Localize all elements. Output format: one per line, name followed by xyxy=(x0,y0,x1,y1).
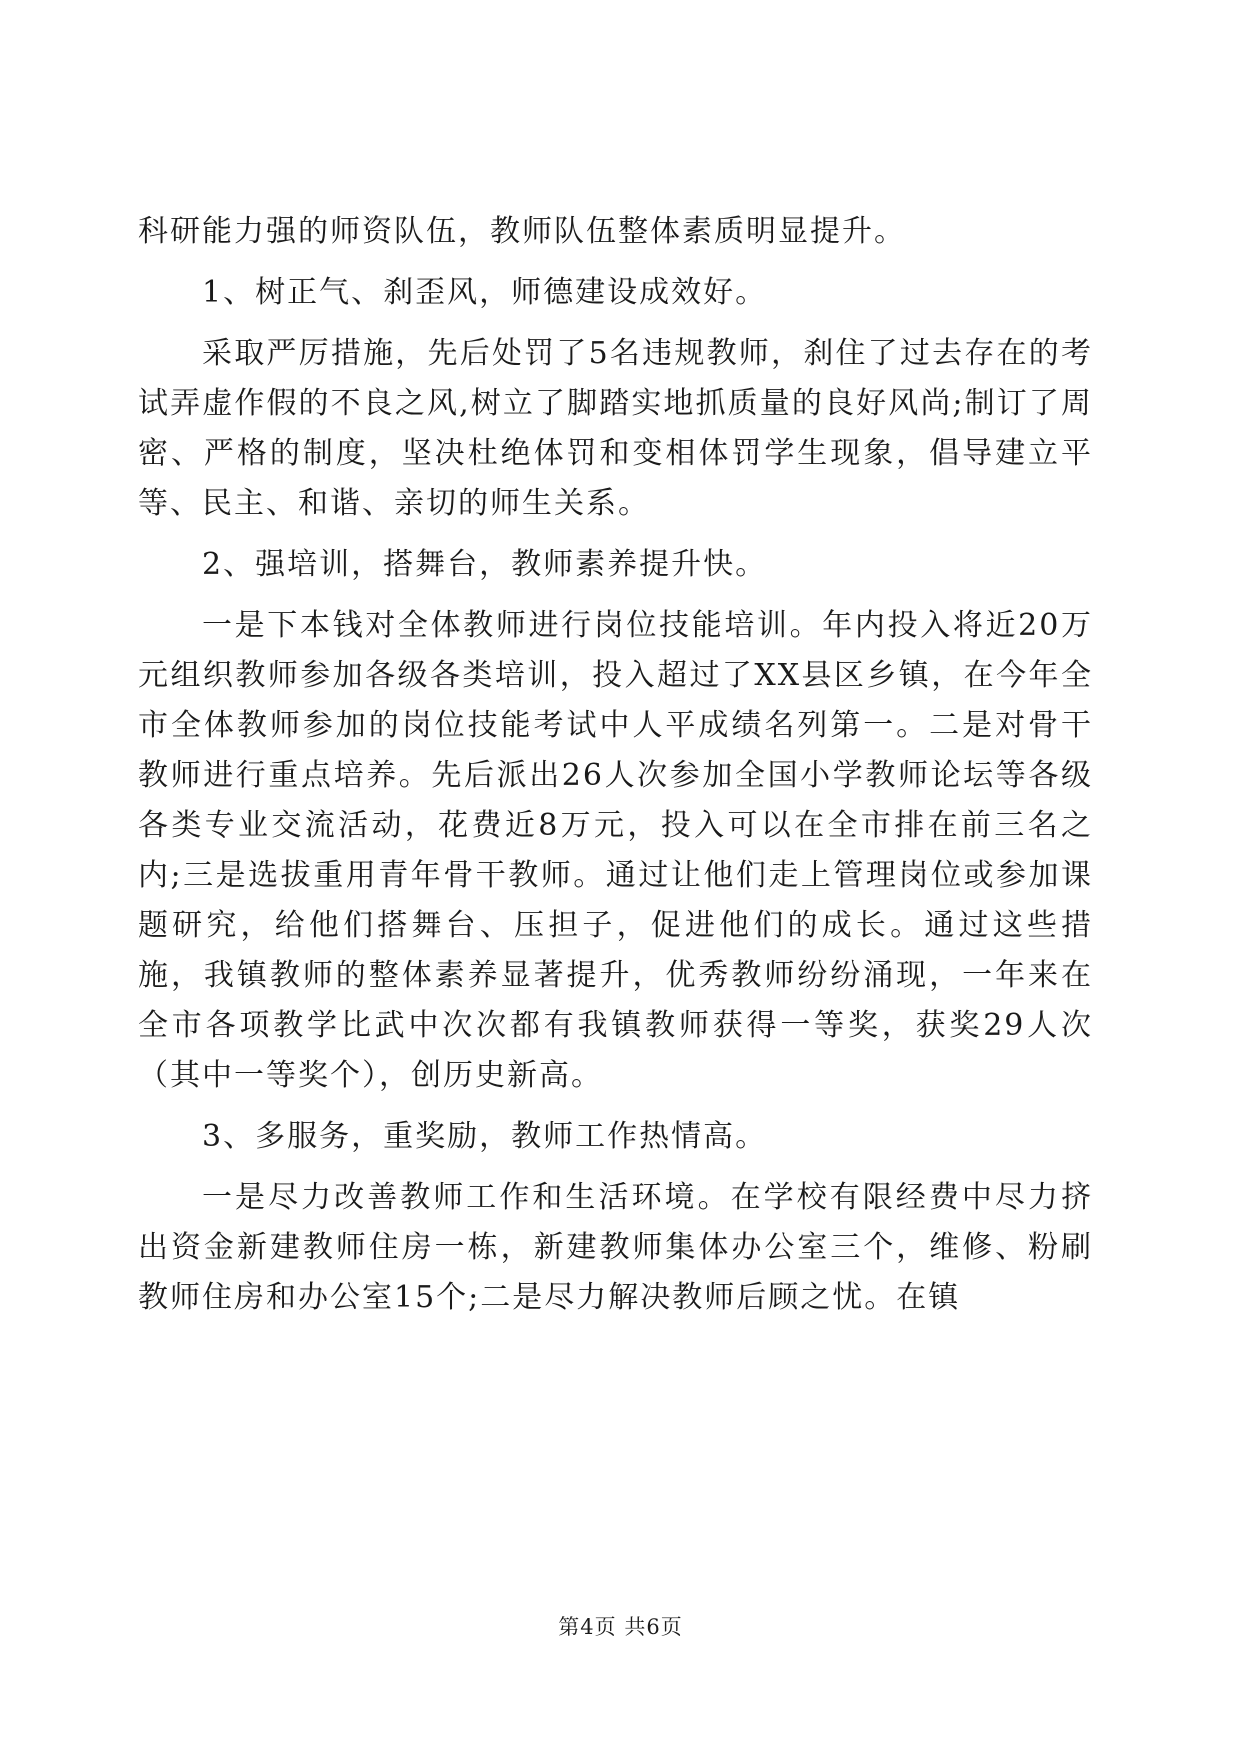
paragraph-teacher-ethics: 采取严厉措施，先后处罚了5名违规教师，刹住了过去存在的考试弄虚作假的不良之风,树立了脚踏实地抓质量的良好风尚;制订了周密、严格的制度，坚决杜绝体罚和变相体罚学生现象，倡导建立平等、民主、和谐、亲切的师生关系。 xyxy=(138,336,1093,521)
paragraph-continuation: 科研能力强的师资队伍，教师队伍整体素质明显提升。 xyxy=(138,214,906,249)
paragraph-training: 一是下本钱对全体教师进行岗位技能培训。年内投入将近20万元组织教师参加各级各类培训，投入超过了XX县区乡镇，在今年全市全体教师参加的岗位技能考试中人平成绩名列第一。二是对骨干教师进行重点培养。先后派出26人次参加全国小学教师论坛等各级各类专业交流活动，花费近8万元，投入可以在全市排在前三名之内;三是选拔重用青年骨干教师。通过让他们走上管理岗位或参加课题研究，给他们搭舞台、压担子，促进他们的成长。通过这些措施，我镇教师的整体素养显著提升，优秀教师纷纷涌现，一年来在全市各项教学比武中次次都有我镇教师获得一等奖，获奖29人次（其中一等奖个），创历史新高。 xyxy=(138,608,1093,1093)
body-text xyxy=(138,207,1093,1334)
page-number: 第4页 共6页 xyxy=(558,1615,683,1639)
section-heading-3: 3、多服务，重奖励，教师工作热情高。 xyxy=(202,1119,768,1154)
section-heading-2: 2、强培训，搭舞台，教师素养提升快。 xyxy=(202,547,768,582)
page-footer xyxy=(0,1612,1241,1642)
paragraph-services: 一是尽力改善教师工作和生活环境。在学校有限经费中尽力挤出资金新建教师住房一栋，新建教师集体办公室三个，维修、粉刷教师住房和办公室15个;二是尽力解决教师后顾之忧。在镇 xyxy=(138,1180,1093,1315)
section-heading-1: 1、树正气、刹歪风，师德建设成效好。 xyxy=(202,275,768,310)
